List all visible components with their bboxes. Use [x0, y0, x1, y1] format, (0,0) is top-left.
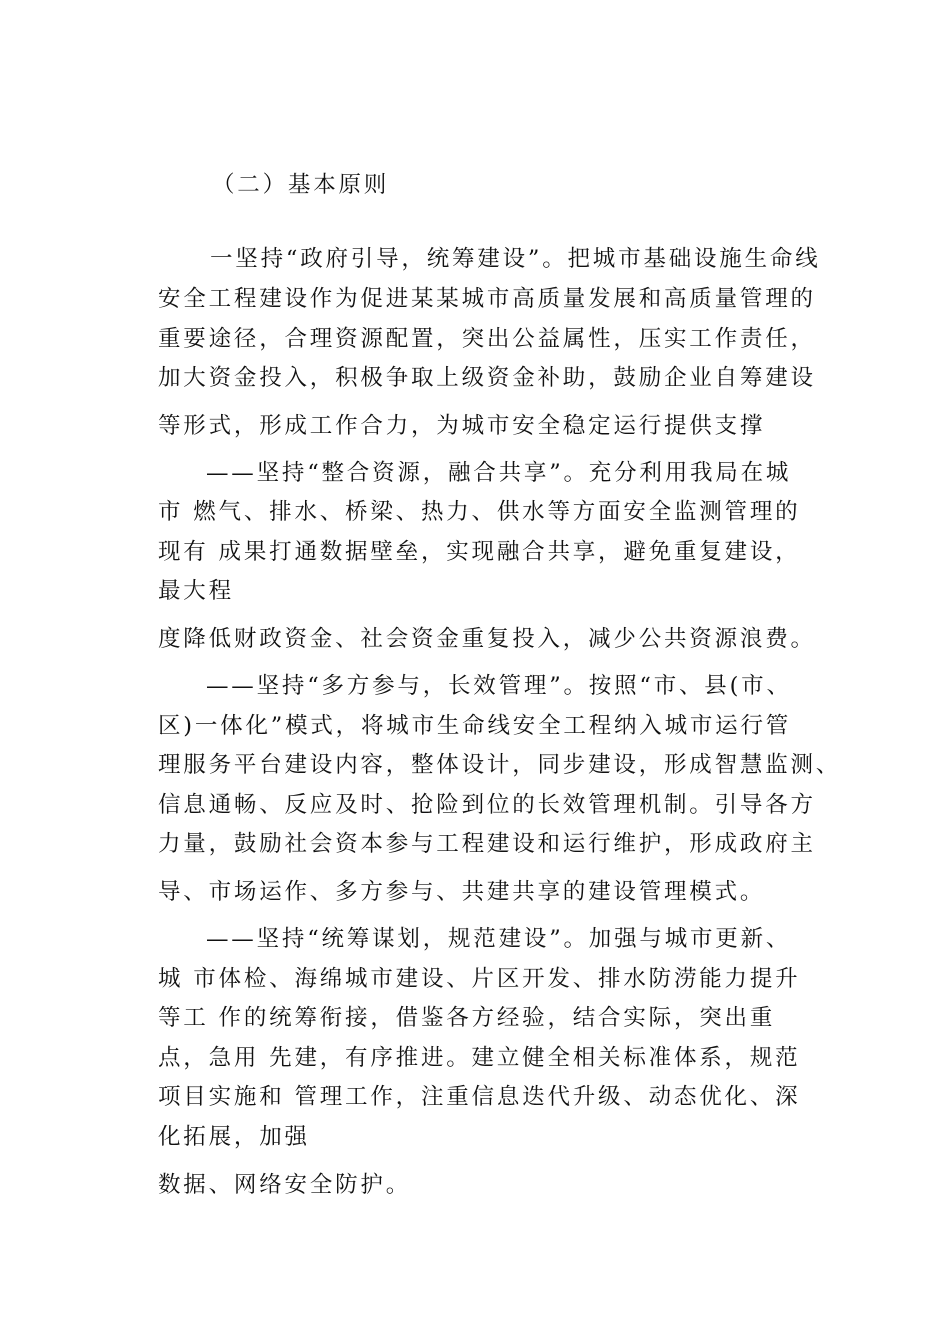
paragraph-line: 等工 作的统筹衔接，借鉴各方经验，结合实际，突出重: [158, 1005, 776, 1031]
paragraph-line: 市 燃气、排水、桥梁、热力、供水等方面安全监测管理的: [158, 499, 801, 525]
paragraph-line: 区)一体化”模式，将城市生命线安全工程纳入城市运行管: [158, 713, 792, 739]
section-heading: （二）基本原则: [212, 172, 390, 198]
paragraph-line: 等形式，形成工作合力，为城市安全稳定运行提供支撑: [158, 413, 766, 439]
paragraph-line: 信息通畅、反应及时、抢险到位的长效管理机制。引导各方: [158, 792, 816, 818]
paragraph-line: 一坚持“政府引导，统筹建设”。把城市基础设施生命线: [210, 246, 821, 272]
paragraph-line: 度降低财政资金、社会资金重复投入，减少公共资源浪费。: [158, 626, 816, 652]
paragraph-line: 项目实施和 管理工作，注重信息迭代升级、动态优化、深: [158, 1084, 801, 1110]
paragraph-line: 安全工程建设作为促进某某城市高质量发展和高质量管理的: [158, 286, 816, 312]
paragraph-line: 重要途径，合理资源配置，突出公益属性，压实工作责任，: [158, 326, 816, 352]
paragraph-line: 化拓展，加强: [158, 1124, 310, 1150]
paragraph-line: 数据、网络安全防护。: [158, 1172, 412, 1198]
paragraph-line: ——坚持“整合资源，融合共享”。充分利用我局在城: [206, 460, 792, 486]
paragraph-line: 现有 成果打通数据壁垒，实现融合共享，避免重复建设，: [158, 539, 801, 565]
paragraph-line: 点，急用 先建，有序推进。建立健全相关标准体系，规范: [158, 1045, 801, 1071]
paragraph-line: ——坚持“多方参与，长效管理”。按照“市、县(市、: [206, 673, 792, 699]
paragraph-line: 力量，鼓励社会资本参与工程建设和运行维护，形成政府主: [158, 831, 816, 857]
paragraph-line: ——坚持“统筹谋划，规范建设”。加强与城市更新、: [206, 926, 792, 952]
paragraph-line: 理服务平台建设内容，整体设计，同步建设，形成智慧监测、: [158, 752, 842, 778]
paragraph-line: 导、市场运作、多方参与、共建共享的建设管理模式。: [158, 879, 766, 905]
paragraph-line: 加大资金投入，积极争取上级资金补助，鼓励企业自筹建设: [158, 365, 816, 391]
paragraph-line: 城 市体检、海绵城市建设、片区开发、排水防涝能力提升: [158, 966, 801, 992]
paragraph-line: 最大程: [158, 578, 234, 604]
